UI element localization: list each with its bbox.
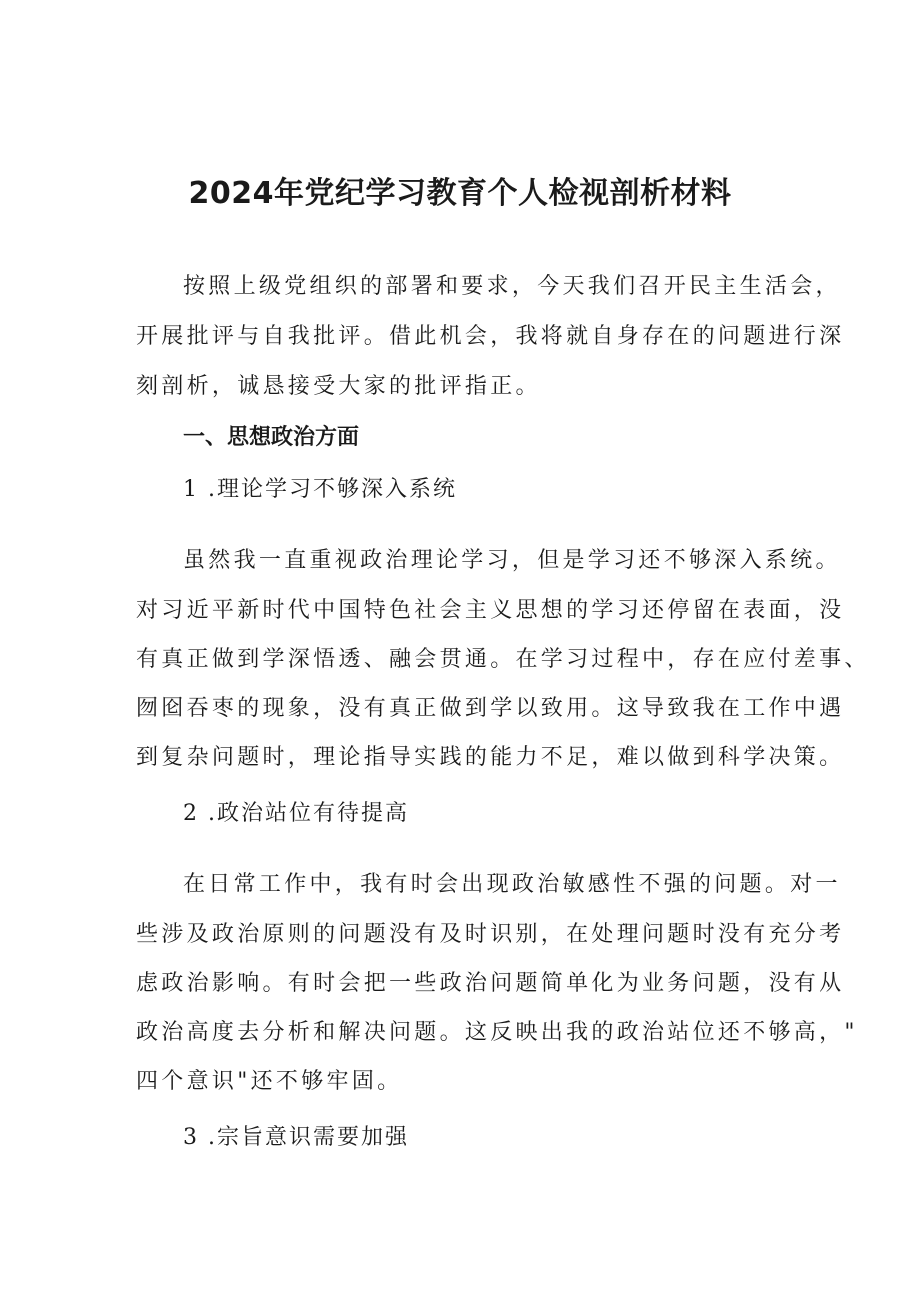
item-2-line-2: 些涉及政治原则的问题没有及时识别，在处理问题时没有充分考 [136, 922, 845, 947]
item-2-line-5: 四个意识"还不够牢固。 [136, 1069, 403, 1094]
intro-line-1: 按照上级党组织的部署和要求，今天我们召开民主生活会， [183, 274, 841, 299]
document-title: 2024年党纪学习教育个人检视剖析材料 [188, 176, 732, 211]
item-1-line-1: 虽然我一直重视政治理论学习，但是学习还不够深入系统。 [183, 548, 841, 573]
item-1-line-5: 到复杂问题时，理论指导实践的能力不足，难以做到科学决策。 [136, 745, 845, 770]
item-1-heading: 1 .理论学习不够深入系统 [183, 477, 457, 502]
item-2-heading: 2 .政治站位有待提高 [183, 801, 409, 826]
item-1-line-3: 有真正做到学深悟透、融会贯通。在学习过程中，存在应付差事、 [136, 647, 870, 672]
item-1-line-2: 对习近平新时代中国特色社会主义思想的学习还停留在表面，没 [136, 598, 845, 623]
section-heading: 一、思想政治方面 [183, 425, 360, 450]
item-2-line-3: 虑政治影响。有时会把一些政治问题简单化为业务问题，没有从 [136, 971, 845, 996]
item-3-heading: 3 .宗旨意识需要加强 [183, 1125, 409, 1150]
intro-line-2: 开展批评与自我批评。借此机会，我将就自身存在的问题进行深 [136, 324, 845, 349]
item-2-line-1: 在日常工作中，我有时会出现政治敏感性不强的问题。对一 [183, 872, 841, 897]
item-1-line-4: 囫囵吞枣的现象，没有真正做到学以致用。这导致我在工作中遇 [136, 696, 845, 721]
intro-line-3: 刻剖析，诚恳接受大家的批评指正。 [136, 374, 541, 399]
item-2-line-4: 政治高度去分析和解决问题。这反映出我的政治站位还不够高，" [136, 1020, 858, 1045]
